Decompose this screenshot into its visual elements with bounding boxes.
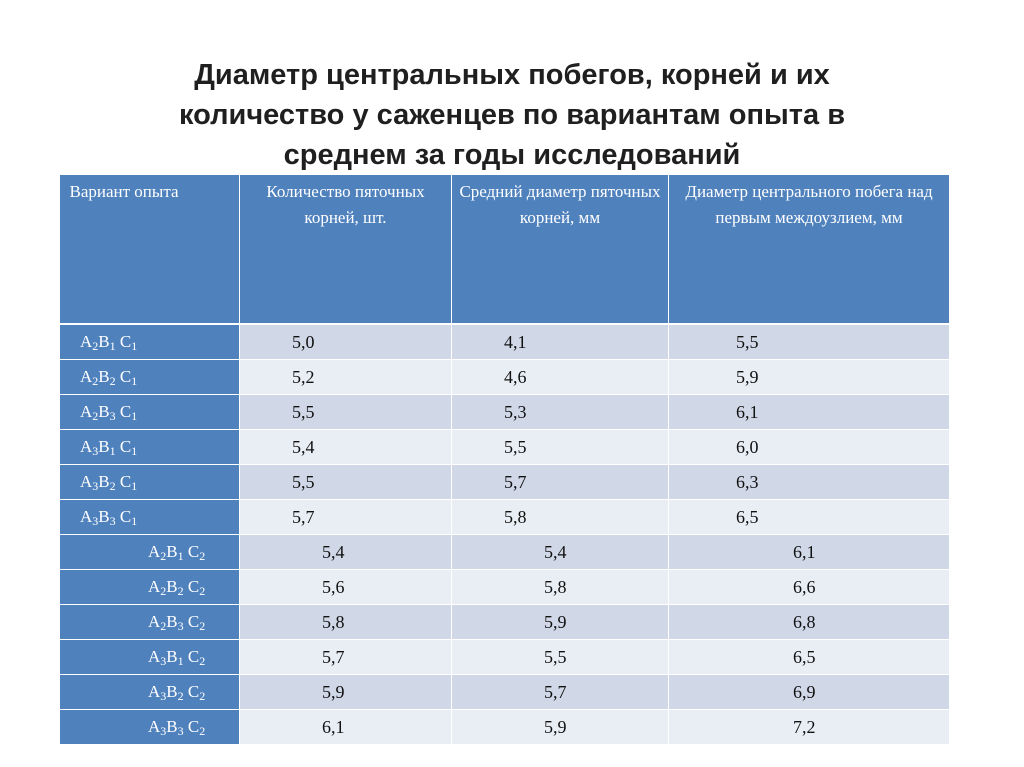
variant-letter: A [148, 542, 161, 561]
title-line: среднем за годы исследований [283, 139, 741, 171]
variant-letter: B [98, 507, 110, 526]
variant-subscript: 3 [177, 619, 184, 633]
variant-letter: B [166, 717, 178, 736]
variant-letter: C [119, 472, 132, 491]
variant-subscript: 3 [160, 654, 167, 668]
variant-subscript: 2 [160, 619, 167, 633]
variant-letter: B [166, 647, 178, 666]
shoot-diameter-cell: 7,2 [669, 710, 950, 745]
variant-subscript: 1 [131, 444, 138, 458]
variant-subscript: 3 [109, 514, 116, 528]
shoot-diameter-cell: 6,3 [669, 465, 950, 500]
data-table [59, 175, 950, 745]
root-diameter-cell: 5,7 [452, 465, 669, 500]
root-diameter-cell: 4,1 [452, 324, 669, 360]
variant-subscript: 3 [109, 409, 116, 423]
variant-subscript: 2 [109, 479, 116, 493]
variant-cell [60, 710, 240, 745]
root-diameter-cell: 5,7 [452, 675, 669, 710]
variant-subscript: 1 [131, 409, 138, 423]
header-root-diameter: Средний диаметр пяточных корней, мм [452, 175, 669, 324]
variant-letter: C [187, 717, 200, 736]
header-row [60, 175, 950, 324]
root-count-cell: 5,6 [240, 570, 452, 605]
table-row [60, 675, 950, 710]
variant-letter: C [187, 577, 200, 596]
variant-letter: C [119, 332, 132, 351]
variant-letter: B [98, 472, 110, 491]
variant-subscript: 2 [92, 339, 99, 353]
root-diameter-cell: 5,4 [452, 535, 669, 570]
variant-subscript: 3 [160, 724, 167, 738]
variant-cell [60, 675, 240, 710]
variant-letter: A [80, 437, 93, 456]
root-count-cell: 5,0 [240, 324, 452, 360]
variant-letter: A [80, 402, 93, 421]
variant-subscript: 1 [131, 514, 138, 528]
variant-subscript: 3 [92, 444, 99, 458]
root-diameter-cell: 5,5 [452, 640, 669, 675]
variant-subscript: 1 [109, 444, 116, 458]
variant-letter: B [166, 577, 178, 596]
root-count-cell: 5,5 [240, 465, 452, 500]
variant-letter: B [166, 682, 178, 701]
variant-cell [60, 395, 240, 430]
variant-letter: A [80, 367, 93, 386]
variant-letter: C [187, 612, 200, 631]
variant-subscript: 1 [177, 654, 184, 668]
variant-subscript: 3 [92, 514, 99, 528]
variant-subscript: 3 [160, 689, 167, 703]
root-diameter-cell: 5,9 [452, 605, 669, 640]
variant-letter: C [119, 507, 132, 526]
variant-subscript: 1 [177, 549, 184, 563]
table-row [60, 395, 950, 430]
variant-letter: C [187, 647, 200, 666]
shoot-diameter-cell: 6,1 [669, 395, 950, 430]
table-header [60, 175, 950, 324]
variant-cell [60, 570, 240, 605]
variant-subscript: 3 [177, 724, 184, 738]
variant-cell [60, 640, 240, 675]
shoot-diameter-cell: 5,9 [669, 360, 950, 395]
variant-letter: A [148, 682, 161, 701]
variant-cell [60, 465, 240, 500]
root-count-cell: 5,9 [240, 675, 452, 710]
shoot-diameter-cell: 5,5 [669, 324, 950, 360]
variant-letter: C [119, 367, 132, 386]
header-shoot-diameter: Диаметр центрального побега над первым междоузлием, мм [669, 175, 950, 324]
root-count-cell: 5,2 [240, 360, 452, 395]
root-count-cell: 5,8 [240, 605, 452, 640]
table-row [60, 570, 950, 605]
variant-letter: A [148, 717, 161, 736]
table-row [60, 430, 950, 465]
table-row [60, 605, 950, 640]
variant-letter: A [80, 332, 93, 351]
shoot-diameter-cell: 6,5 [669, 640, 950, 675]
variant-subscript: 1 [131, 479, 138, 493]
variant-subscript: 2 [177, 584, 184, 598]
variant-letter: C [187, 542, 200, 561]
root-diameter-cell: 5,8 [452, 500, 669, 535]
header-variant: Вариант опыта [60, 175, 240, 324]
variant-letter: C [119, 402, 132, 421]
variant-letter: B [98, 332, 110, 351]
variant-subscript: 2 [199, 549, 206, 563]
variant-cell [60, 535, 240, 570]
root-count-cell: 5,7 [240, 500, 452, 535]
variant-subscript: 1 [131, 339, 138, 353]
variant-subscript: 2 [199, 619, 206, 633]
root-count-cell: 5,5 [240, 395, 452, 430]
variant-subscript: 2 [199, 584, 206, 598]
table-row [60, 535, 950, 570]
table-row [60, 465, 950, 500]
variant-cell [60, 500, 240, 535]
root-count-cell: 5,7 [240, 640, 452, 675]
variant-subscript: 2 [199, 654, 206, 668]
variant-cell [60, 324, 240, 360]
variant-letter: B [98, 437, 110, 456]
root-diameter-cell: 5,9 [452, 710, 669, 745]
root-count-cell: 5,4 [240, 430, 452, 465]
title-line: Диаметр центральных побегов, корней и их [194, 59, 830, 91]
variant-subscript: 3 [92, 479, 99, 493]
shoot-diameter-cell: 6,9 [669, 675, 950, 710]
variant-subscript: 2 [92, 409, 99, 423]
variant-subscript: 2 [199, 689, 206, 703]
shoot-diameter-cell: 6,6 [669, 570, 950, 605]
header-root-count: Количество пяточных корней, шт. [240, 175, 452, 324]
variant-letter: C [187, 682, 200, 701]
shoot-diameter-cell: 6,5 [669, 500, 950, 535]
variant-letter: B [98, 367, 110, 386]
shoot-diameter-cell: 6,8 [669, 605, 950, 640]
root-count-cell: 5,4 [240, 535, 452, 570]
variant-subscript: 2 [92, 374, 99, 388]
variant-cell [60, 605, 240, 640]
table-row [60, 324, 950, 360]
slide-title [100, 55, 924, 175]
shoot-diameter-cell: 6,1 [669, 535, 950, 570]
variant-letter: A [80, 507, 93, 526]
root-diameter-cell: 4,6 [452, 360, 669, 395]
root-diameter-cell: 5,8 [452, 570, 669, 605]
shoot-diameter-cell: 6,0 [669, 430, 950, 465]
table-row [60, 500, 950, 535]
variant-letter: C [119, 437, 132, 456]
variant-cell [60, 360, 240, 395]
variant-letter: B [166, 542, 178, 561]
title-line: количество у саженцев по вариантам опыта в [178, 99, 846, 131]
variant-letter: B [98, 402, 110, 421]
variant-letter: B [166, 612, 178, 631]
root-diameter-cell: 5,3 [452, 395, 669, 430]
variant-subscript: 1 [131, 374, 138, 388]
variant-letter: A [148, 647, 161, 666]
variant-subscript: 2 [199, 724, 206, 738]
variant-subscript: 2 [109, 374, 116, 388]
variant-cell [60, 430, 240, 465]
table-row [60, 360, 950, 395]
variant-letter: A [80, 472, 93, 491]
root-count-cell: 6,1 [240, 710, 452, 745]
variant-subscript: 2 [160, 584, 167, 598]
variant-subscript: 2 [160, 549, 167, 563]
table-row [60, 640, 950, 675]
table-body [60, 324, 950, 745]
variant-subscript: 1 [109, 339, 116, 353]
variant-letter: A [148, 577, 161, 596]
table-row [60, 710, 950, 745]
variant-letter: A [148, 612, 161, 631]
root-diameter-cell: 5,5 [452, 430, 669, 465]
variant-subscript: 2 [177, 689, 184, 703]
